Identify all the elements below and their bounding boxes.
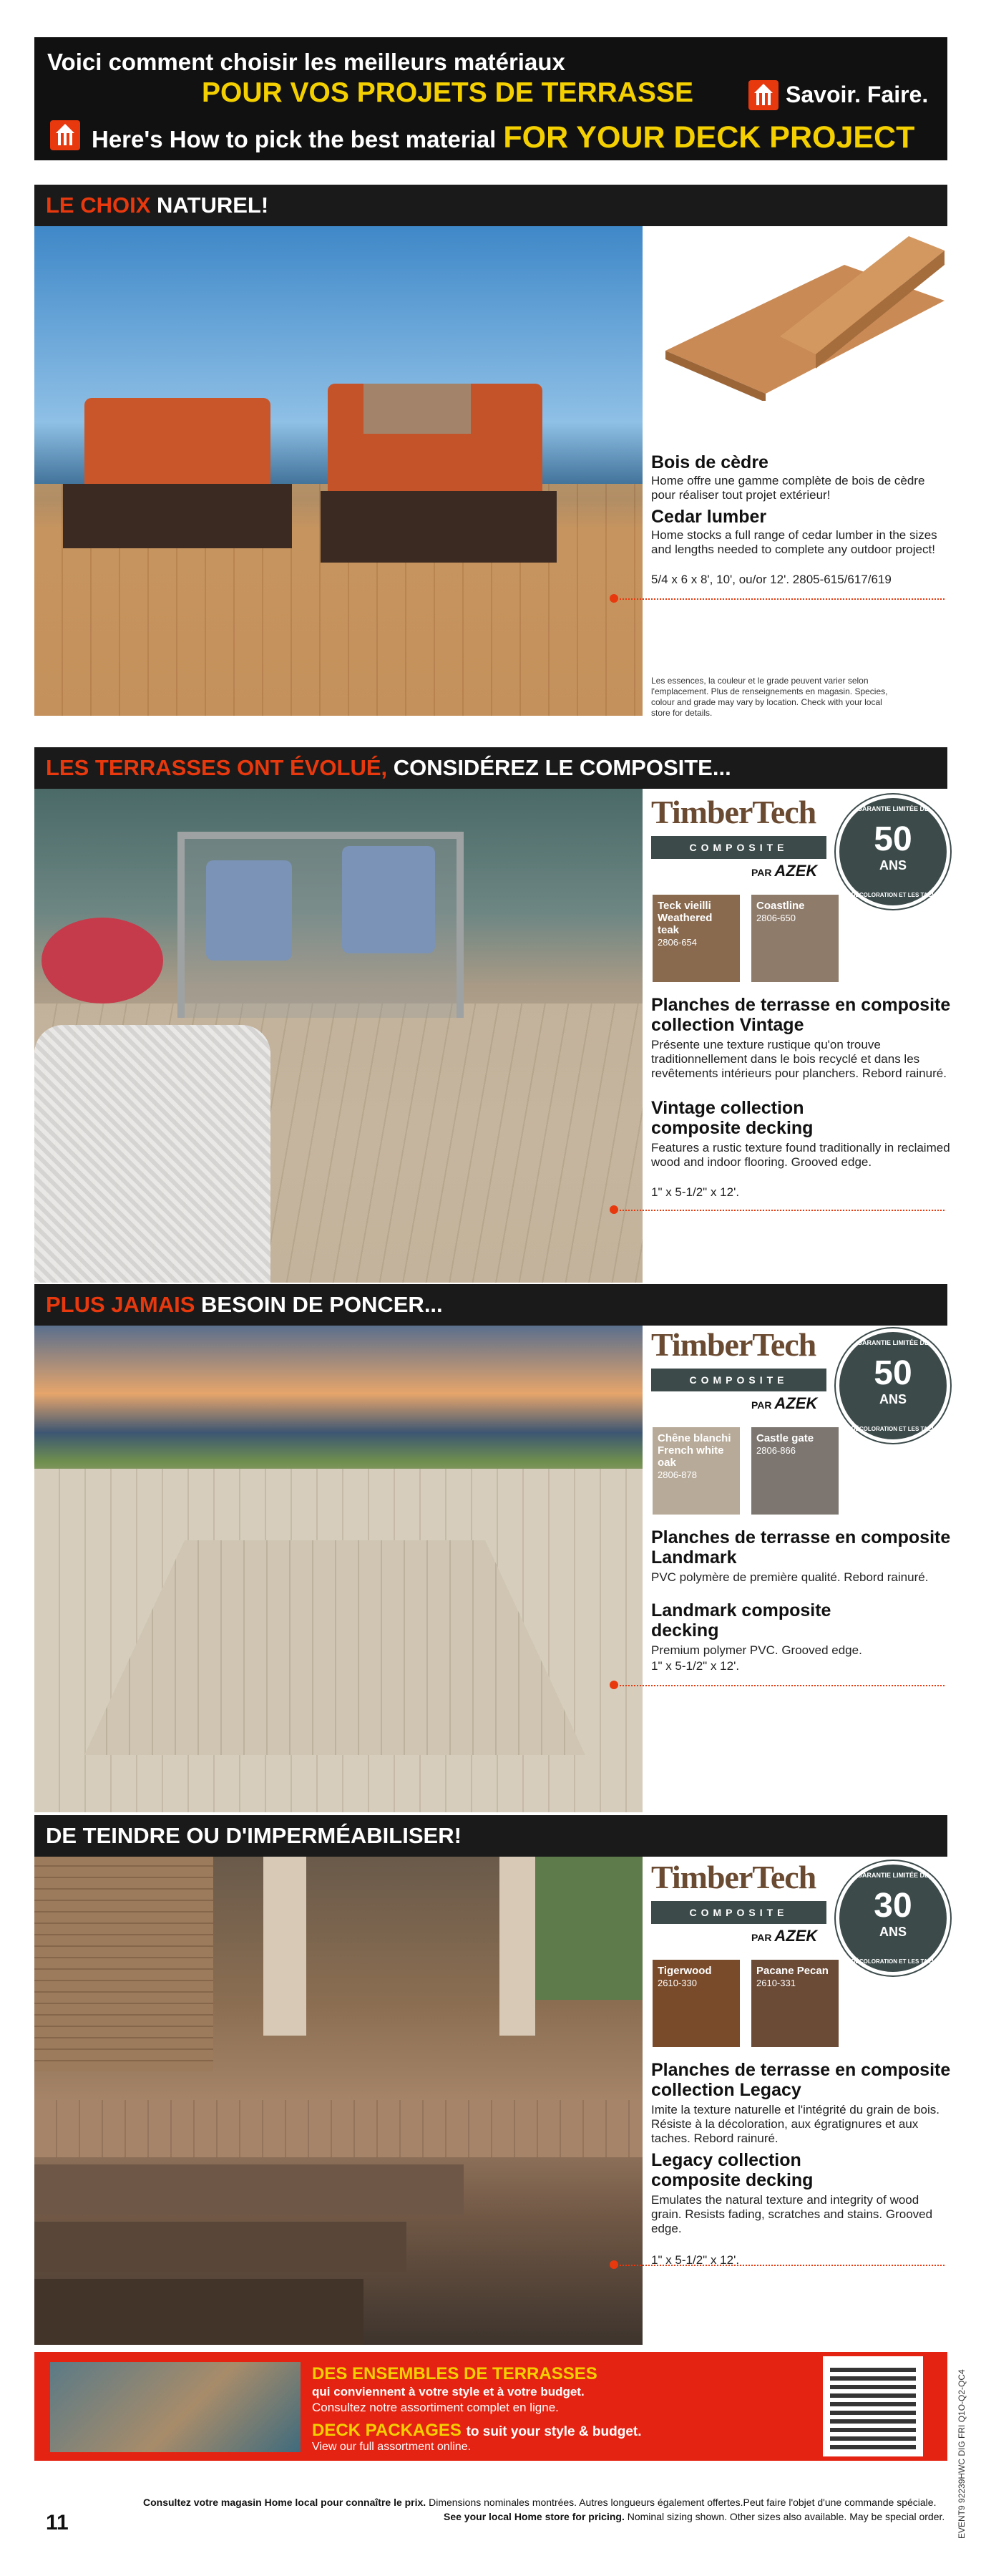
badge-ring-top: GARANTIE LIMITÉE DE: [856, 1339, 929, 1346]
par-azek-logo: [751, 862, 817, 880]
badge-ring-bottom: LA DÉCOLORATION ET LES TACHES: [842, 1426, 944, 1432]
badge-years: 30: [874, 1887, 912, 1925]
badge-years: 50: [874, 820, 912, 858]
swatch: [751, 1427, 839, 1515]
badge-ring-top: GARANTIE LIMITÉE DE: [856, 1872, 929, 1879]
warranty-badge-50: [836, 794, 950, 909]
swatch-name: Castle gate: [756, 1432, 814, 1444]
landmark-deck-photo: [34, 1326, 643, 1812]
cedar-desc-en: Home stocks a full range of cedar lumber in the sizes and lengths needed to complete any outdoor project!: [651, 528, 937, 556]
warranty-badge-50: [836, 1328, 950, 1443]
header-banner: [34, 37, 947, 160]
vintage-deck-photo: [34, 789, 643, 1283]
vintage-sizes: 1" x 5-1/2" x 12'.: [651, 1185, 740, 1199]
vintage-desc-en: Features a rustic texture found traditionally in reclaimed wood and indoor flooring. Grooved edge.: [651, 1141, 950, 1169]
landmark-sizes: 1" x 5-1/2" x 12'.: [651, 1659, 740, 1673]
header-line3: [92, 120, 914, 155]
red-pointer-dot: [610, 1205, 618, 1214]
par-azek-logo: [751, 1394, 817, 1413]
legacy-desc-fr: Imite la texture naturelle et l'intégrité du grain de bois. Résiste à la décoloration, aux égratignures et aux taches. Rebord rainuré.: [651, 2103, 939, 2145]
swatch: [751, 1960, 839, 2047]
section-bar-cedar: [34, 185, 947, 226]
timbertech-logo: TimberTech: [651, 794, 816, 830]
legacy-desc-en: Emulates the natural texture and integrity of wood grain. Resists fading, scratches and stains. Grooved edge.: [651, 2193, 933, 2235]
swatch-name: Pacane Pecan: [756, 1965, 829, 1977]
cedar-sizes: 5/4 x 6 x 8', 10', ou/or 12'. 2805-615/617/619: [651, 573, 892, 586]
swatch-code: 2806-654: [658, 937, 697, 948]
home-hardware-logo-icon: [748, 80, 779, 110]
par-text: PAR: [751, 1932, 772, 1943]
cedar-lumber-image: [665, 236, 945, 401]
deck-package-photo: [50, 2362, 301, 2452]
composite-label: COMPOSITE: [651, 1901, 826, 1924]
footer-line4: [312, 2421, 642, 2441]
warranty-badge-30: [836, 1861, 950, 1975]
bar-red-text: PLUS JAMAIS: [46, 1292, 195, 1317]
cedar-note: Les essences, la couleur et le grade peuvent varier selon l'emplacement. Plus de renseignements en magasin. Species, colour and grade may vary by location. Check with your local store for details.: [651, 676, 888, 718]
composite-label: COMPOSITE: [651, 836, 826, 859]
swatch-name: Chêne blanchi French white oak: [658, 1432, 731, 1469]
disclaimer-en-text: Nominal sizing shown. Other sizes also available. May be special order.: [627, 2511, 945, 2522]
dotted-divider: [620, 1685, 945, 1686]
swatch-code: 2610-330: [658, 1978, 697, 1988]
cedar-title-fr: Bois de cèdre: [651, 452, 768, 472]
bar-white-text: CONSIDÉREZ LE COMPOSITE...: [393, 755, 731, 780]
section-bar-composite: [34, 747, 947, 789]
disclaimer-fr-bold: Consultez votre magasin Home local pour connaître le prix.: [143, 2497, 426, 2508]
swatch: [751, 895, 839, 982]
footer-line4-b: to suit your style & budget.: [466, 2424, 642, 2439]
disclaimer-fr-text: Dimensions nominales montrées. Autres longueurs également offertes.Peut faire l'objet d'une commande spéciale.: [429, 2497, 937, 2508]
footer-line2: qui conviennent à votre style et à votre budget.: [312, 2385, 585, 2398]
swatch-name: Tigerwood: [658, 1965, 712, 1977]
disclaimer-en: [444, 2511, 945, 2522]
bar-red-text: LES TERRASSES ONT ÉVOLUÉ,: [46, 755, 388, 780]
azek-text: AZEK: [774, 1394, 818, 1412]
legacy-sizes: 1" x 5-1/2" x 12'.: [651, 2253, 740, 2267]
landmark-title-fr: Planches de terrasse en composite Landmark: [651, 1527, 951, 1568]
swatch-code: 2806-878: [658, 1469, 697, 1480]
badge-ring-bottom: LA DÉCOLORATION ET LES TACHES: [842, 1958, 944, 1965]
side-code-text: EVENT9 92239HWC DIG FRI Q1O-Q2-QC4: [957, 2369, 967, 2539]
deck-packages-banner[interactable]: [34, 2352, 947, 2461]
swatch-code: 2610-331: [756, 1978, 796, 1988]
vintage-desc-fr: Présente une texture rustique qu'on trouve traditionnellement dans le bois recyclé et dans les revêtements intérieurs pour planchers. Rebord rainuré.: [651, 1038, 947, 1080]
side-code: [955, 2326, 969, 2541]
dotted-divider: [620, 598, 945, 600]
red-pointer-dot: [610, 1681, 618, 1689]
landmark-desc-fr: PVC polymère de première qualité. Rebord rainuré.: [651, 1570, 929, 1584]
red-pointer-dot: [610, 594, 618, 603]
page-number: 11: [46, 2511, 69, 2534]
swatch-code: 2806-650: [756, 913, 796, 923]
header-line1: Voici comment choisir les meilleurs matériaux: [47, 49, 565, 75]
swatch-code: 2806-866: [756, 1445, 796, 1456]
azek-text: AZEK: [774, 1927, 818, 1945]
brand-tagline: Savoir. Faire.: [786, 82, 929, 107]
timbertech-logo: TimberTech: [651, 1326, 816, 1363]
bar-white-text: NATUREL!: [157, 193, 269, 218]
footer-line1: DES ENSEMBLES DE TERRASSES: [312, 2364, 597, 2383]
header-line2: POUR VOS PROJETS DE TERRASSE: [202, 77, 693, 108]
swatch: [653, 1427, 740, 1515]
vintage-title-en: Vintage collection composite decking: [651, 1098, 814, 1138]
footer-line5: View our full assortment online.: [312, 2441, 472, 2453]
swatch-name: Teck vieilli Weathered teak: [658, 900, 713, 936]
cedar-title-en: Cedar lumber: [651, 507, 767, 527]
footer-line4-a: DECK PACKAGES: [312, 2421, 462, 2440]
badge-ring-top: GARANTIE LIMITÉE DE: [856, 805, 929, 812]
footer-line3: Consultez notre assortiment complet en ligne.: [312, 2401, 559, 2414]
vintage-title-fr: Planches de terrasse en composite collection Vintage: [651, 995, 951, 1035]
badge-ans: ANS: [879, 1392, 907, 1406]
disclaimer-en-bold: See your local Home store for pricing.: [444, 2511, 625, 2522]
landmark-title-en: Landmark composite decking: [651, 1600, 831, 1641]
header-line3-a: Here's How to pick the best material: [92, 126, 497, 152]
qr-code-icon[interactable]: [823, 2356, 923, 2456]
swatch-name: Coastline: [756, 900, 805, 912]
dotted-divider: [620, 1210, 945, 1211]
par-azek-logo: [751, 1927, 817, 1945]
home-hardware-logo-icon: [50, 120, 80, 150]
par-text: PAR: [751, 867, 772, 878]
bar-white-text: BESOIN DE PONCER...: [201, 1292, 443, 1317]
badge-ans: ANS: [879, 1925, 907, 1939]
cedar-desc-fr: Home offre une gamme complète de bois de cèdre pour réaliser tout projet extérieur!: [651, 474, 925, 502]
cedar-deck-photo: [34, 226, 643, 716]
dotted-divider: [620, 2265, 945, 2266]
disclaimer-fr: [143, 2497, 936, 2508]
section-bar-legacy: [34, 1815, 947, 1857]
par-text: PAR: [751, 1399, 772, 1411]
legacy-title-fr: Planches de terrasse en composite collection Legacy: [651, 2060, 951, 2100]
bar-red-text: LE CHOIX: [46, 193, 151, 218]
red-pointer-dot: [610, 2260, 618, 2269]
legacy-deck-photo: [34, 1857, 643, 2345]
composite-label: COMPOSITE: [651, 1369, 826, 1391]
badge-ring-bottom: LA DÉCOLORATION ET LES TACHES: [842, 892, 944, 898]
swatch: [653, 895, 740, 982]
swatch: [653, 1960, 740, 2047]
badge-years: 50: [874, 1354, 912, 1392]
azek-text: AZEK: [774, 862, 818, 880]
legacy-title-en: Legacy collection composite decking: [651, 2150, 814, 2190]
badge-ans: ANS: [879, 858, 907, 873]
landmark-desc-en: Premium polymer PVC. Grooved edge.: [651, 1643, 862, 1657]
timbertech-logo: TimberTech: [651, 1859, 816, 1895]
section-bar-landmark: [34, 1284, 947, 1326]
header-line3-b: FOR YOUR DECK PROJECT: [503, 120, 915, 155]
bar-white-text: DE TEINDRE OU D'IMPERMÉABILISER!: [46, 1823, 462, 1848]
